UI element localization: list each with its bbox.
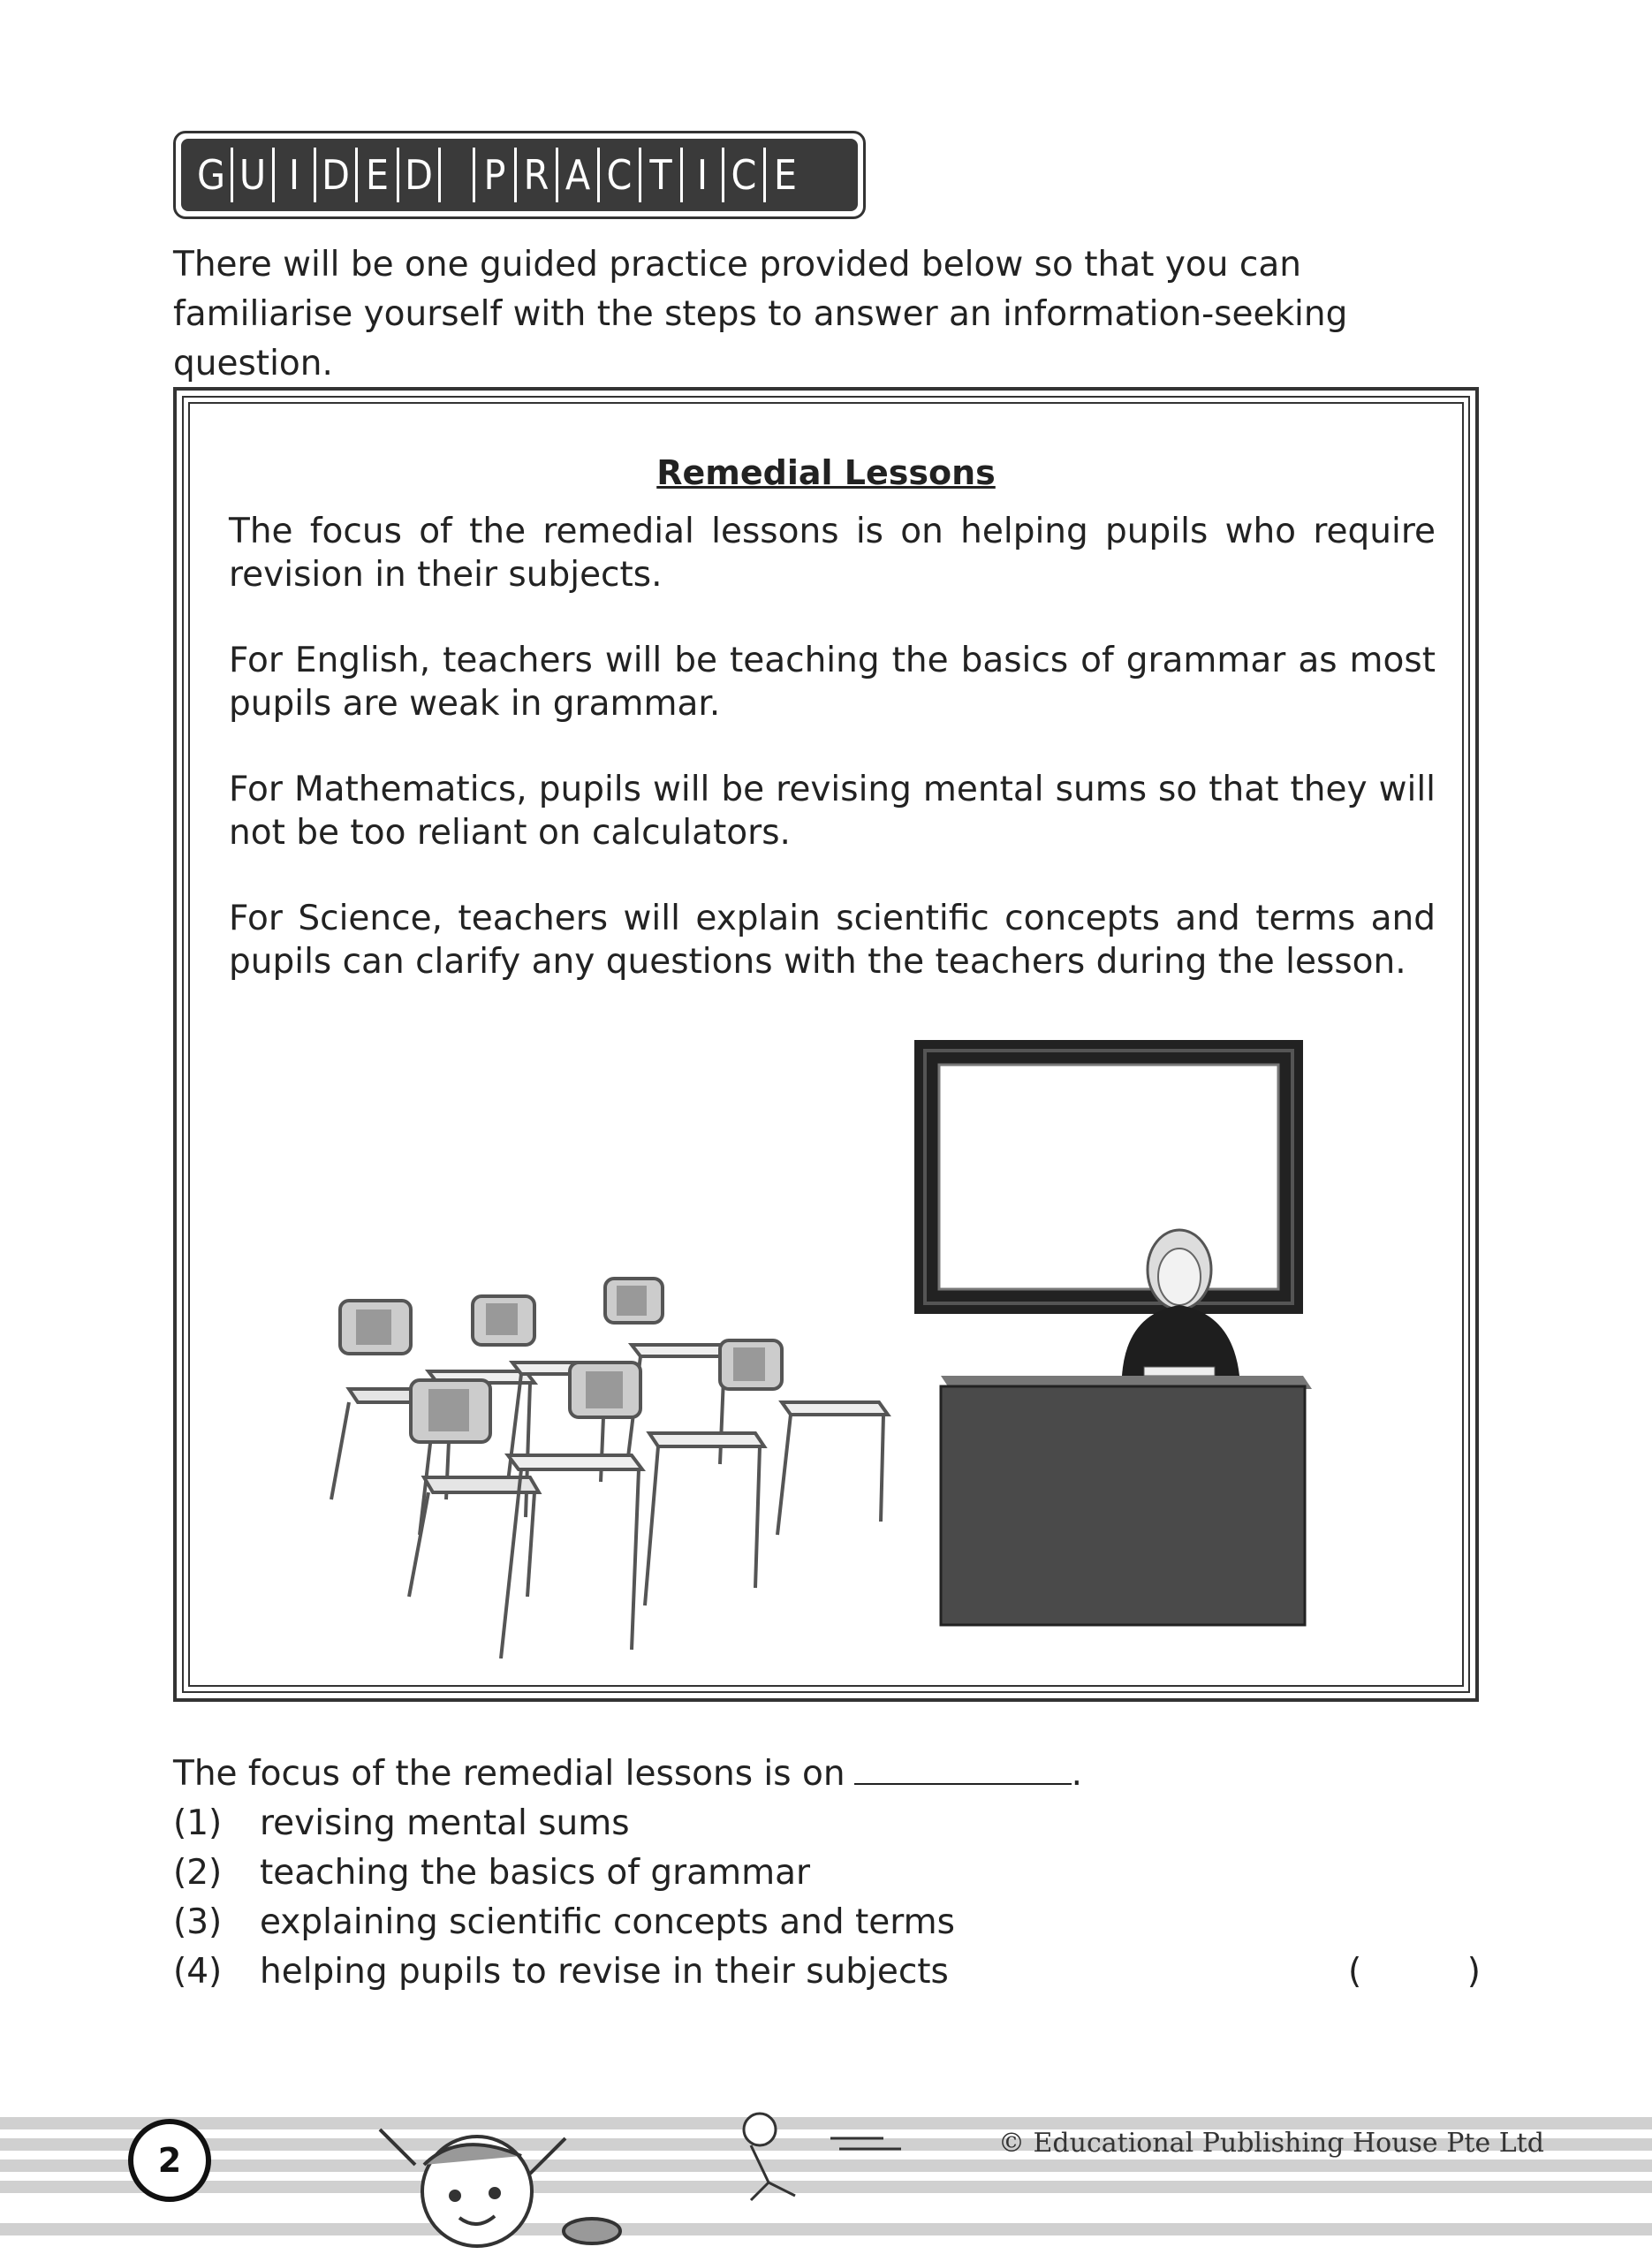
option-4[interactable] (173, 1947, 1481, 1997)
banner-letter: A (558, 148, 600, 202)
question-stem-end: . (1071, 1754, 1082, 1794)
passage-body (229, 510, 1436, 1026)
passage-paragraph: The focus of the remedial lessons is on helping pupils who require revision in their subjects. (229, 512, 1436, 595)
banner-letter: U (233, 148, 275, 202)
banner-letter: C (724, 148, 766, 202)
banner-letter: G (192, 148, 233, 202)
question-block (173, 1750, 1481, 1997)
option-2[interactable] (173, 1848, 1481, 1898)
intro-text: There will be one guided practice provided below so that you can familiarise yourself with the steps to answer an information-seeking question. (173, 245, 1348, 383)
banner-letter: C (600, 148, 641, 202)
passage-paragraph: For English, teachers will be teaching the basics of grammar as most pupils are weak in grammar. (229, 641, 1436, 724)
passage-paragraph: For Science, teachers will explain scientific concepts and terms and pupils can clarify any questions with the teachers during the lesson. (229, 899, 1436, 982)
banner-letter: D (316, 148, 358, 202)
option-text: helping pupils to revise in their subjects (260, 1952, 949, 1992)
option-number: (4) (173, 1952, 223, 1992)
answer-blank (854, 1751, 1072, 1785)
question-stem (173, 1750, 1481, 1799)
banner-letter: E (766, 148, 805, 202)
answer-box[interactable] (1348, 1947, 1481, 1997)
question-stem-text: The focus of the remedial lessons is on (173, 1754, 845, 1794)
page-number: 2 (128, 2119, 211, 2202)
passage-frame (173, 387, 1479, 1702)
passage-paragraph: For Mathematics, pupils will be revising mental sums so that they will not be too reliant on calculators. (229, 770, 1436, 853)
option-number: (3) (173, 1902, 223, 1942)
option-number: (1) (173, 1803, 223, 1843)
banner-space (441, 148, 475, 202)
student-chairs (331, 1279, 888, 1659)
copyright-text: © Educational Publishing House Pte Ltd (998, 2128, 1544, 2159)
banner-letter: I (683, 148, 724, 202)
section-banner (173, 131, 866, 219)
passage-box (188, 402, 1464, 1687)
passage-title: Remedial Lessons (656, 453, 996, 492)
option-text: explaining scientific concepts and terms (260, 1902, 955, 1942)
option-number: (2) (173, 1853, 223, 1893)
banner-tiles (181, 139, 858, 211)
banner-letter: I (275, 148, 316, 202)
chair (570, 1363, 764, 1605)
option-text: teaching the basics of grammar (260, 1853, 811, 1893)
option-3[interactable] (173, 1898, 1481, 1947)
teacher-desk (941, 1376, 1312, 1625)
banner-letter: P (475, 148, 517, 202)
answer-bracket-open: ( (1348, 1952, 1362, 1992)
whiteboard (914, 1040, 1303, 1314)
chair (409, 1380, 642, 1659)
banner-letter: E (358, 148, 399, 202)
option-1[interactable] (173, 1799, 1481, 1848)
banner-letter: D (399, 148, 441, 202)
banner-letter: T (641, 148, 683, 202)
answer-bracket-close: ) (1466, 1952, 1481, 1992)
passage-frame-border (182, 396, 1470, 1693)
classroom-illustration (296, 1040, 1409, 1659)
banner-letter: R (517, 148, 558, 202)
option-text: revising mental sums (260, 1803, 630, 1843)
